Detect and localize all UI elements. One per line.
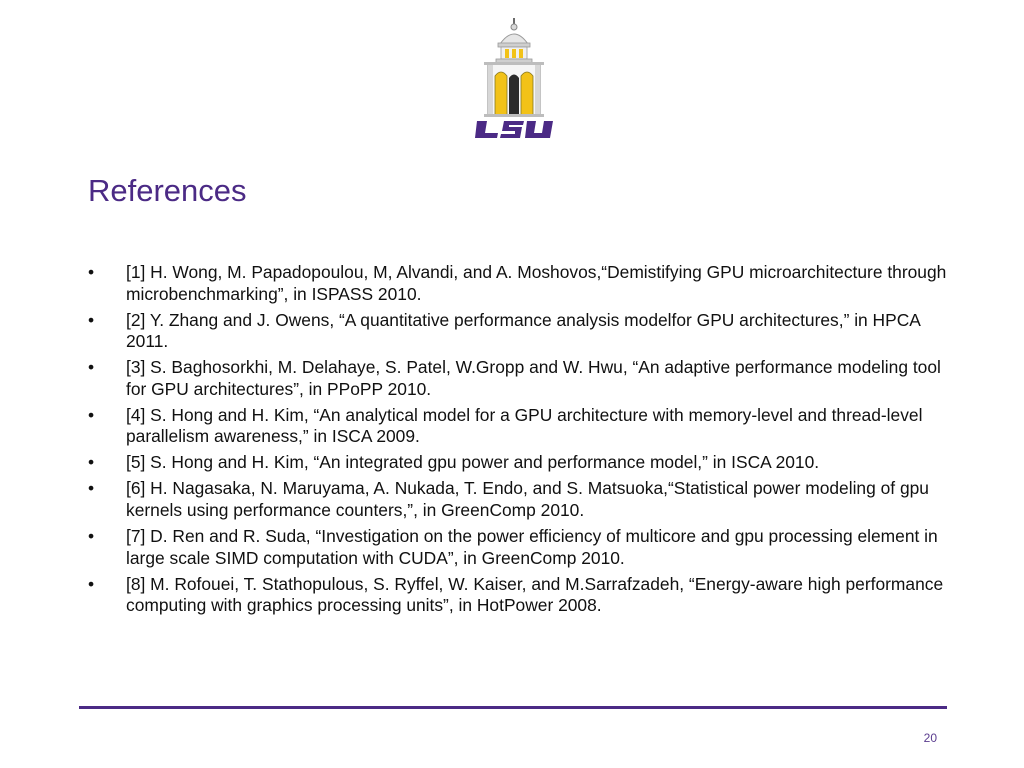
bullet: • <box>88 357 95 378</box>
reference-item <box>88 310 948 353</box>
reference-text: [2] Y. Zhang and J. Owens, “A quantitative performance analysis modelfor GPU architectures,” in HPCA 2011. <box>126 309 920 352</box>
reference-text: [1] H. Wong, M. Papadopoulou, M, Alvandi, and A. Moshovos,“Demistifying GPU microarchitecture through microbenchmarking”, in ISPASS 2010. <box>126 262 947 304</box>
reference-item <box>88 405 948 448</box>
reference-item <box>88 526 948 569</box>
bullet: • <box>88 262 95 282</box>
reference-item <box>88 574 948 617</box>
reference-item <box>88 478 948 521</box>
reference-text: [6] H. Nagasaka, N. Maruyama, A. Nukada, T. Endo, and S. Matsuoka,“Statistical power modeling of gpu kernels using performance counters,”, in GreenComp 2010. <box>126 478 929 520</box>
reference-text: [3] S. Baghosorkhi, M. Delahaye, S. Patel, W.Gropp and W. Hwu, “An adaptive performance modeling tool for GPU architectures”, in PPoPP 2010. <box>126 357 941 399</box>
bullet: • <box>88 573 95 594</box>
bullet: • <box>88 404 95 425</box>
bullet: • <box>88 478 95 499</box>
reference-item <box>88 357 948 400</box>
references-list <box>88 262 948 621</box>
reference-item <box>88 262 948 305</box>
bullet: • <box>88 452 95 473</box>
reference-text: [4] S. Hong and H. Kim, “An analytical model for a GPU architecture with memory-level and thread-level parallelism awareness,” in ISCA 2009. <box>126 404 923 447</box>
slide-title: References <box>88 173 247 208</box>
bullet: • <box>88 526 95 547</box>
lsu-tower-logo <box>474 18 554 140</box>
page-number: 20 <box>923 731 937 745</box>
bullet: • <box>88 309 95 330</box>
reference-text: [7] D. Ren and R. Suda, “Investigation on the power efficiency of multicore and gpu processing element in large scale SIMD computation with CUDA”, in GreenComp 2010. <box>126 526 938 568</box>
footer-divider <box>79 706 947 709</box>
reference-text: [8] M. Rofouei, T. Stathopulous, S. Ryffel, W. Kaiser, and M.Sarrafzadeh, “Energy-aware high performance computing with graphics processing units”, in HotPower 2008. <box>126 573 944 616</box>
reference-text: [5] S. Hong and H. Kim, “An integrated gpu power and performance model,” in ISCA 2010. <box>126 452 820 473</box>
reference-item <box>88 452 948 474</box>
